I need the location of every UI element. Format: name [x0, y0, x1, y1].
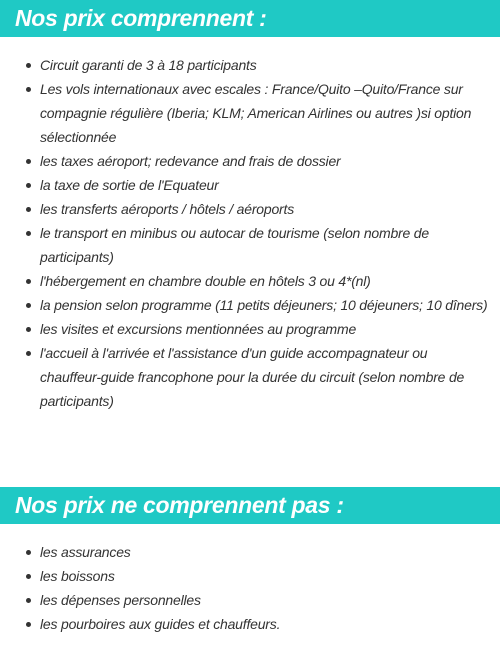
list-item — [0, 341, 500, 413]
bullet-icon — [26, 159, 31, 164]
list-item-text: les boissons — [40, 568, 115, 584]
excluded-list — [0, 540, 500, 636]
bullet-icon — [26, 207, 31, 212]
list-item — [0, 540, 500, 564]
list-item-text: la pension selon programme (11 petits déjeuners; 10 déjeuners; 10 dîners) — [40, 297, 488, 313]
list-item-text: les transferts aéroports / hôtels / aéroports — [40, 201, 295, 217]
bullet-icon — [26, 550, 31, 555]
excluded-section-title: Nos prix ne comprennent pas : — [0, 487, 500, 524]
list-item-text: l'accueil à l'arrivée et l'assistance d'un guide accompagnateur ou chauffeur-guide francophone pour la durée du circuit (selon nombre de participants) — [40, 345, 465, 409]
bullet-icon — [26, 279, 31, 284]
list-item — [0, 149, 500, 173]
list-item — [0, 317, 500, 341]
list-item-text: le transport en minibus ou autocar de tourisme (selon nombre de participants) — [40, 225, 429, 265]
list-item-text: Les vols internationaux avec escales : France/Quito –Quito/France sur compagnie régulière (Iberia; KLM; American Airlines ou autres )si option sélectionnée — [40, 81, 472, 145]
list-item — [0, 588, 500, 612]
list-item — [0, 269, 500, 293]
list-item-text: les visites et excursions mentionnées au programme — [40, 321, 357, 337]
list-item — [0, 221, 500, 269]
bullet-icon — [26, 63, 31, 68]
bullet-icon — [26, 598, 31, 603]
list-item-text: les taxes aéroport; redevance and frais de dossier — [40, 153, 341, 169]
list-item-text: les assurances — [40, 544, 131, 560]
list-item-text: la taxe de sortie de l'Equateur — [40, 177, 219, 193]
included-list — [0, 53, 500, 413]
list-item — [0, 77, 500, 149]
bullet-icon — [26, 303, 31, 308]
list-item-text: les dépenses personnelles — [40, 592, 201, 608]
list-item — [0, 612, 500, 636]
list-item — [0, 564, 500, 588]
bullet-icon — [26, 351, 31, 356]
list-item — [0, 173, 500, 197]
list-item-text: les pourboires aux guides et chauffeurs. — [40, 616, 281, 632]
bullet-icon — [26, 574, 31, 579]
list-item — [0, 197, 500, 221]
list-item-text: Circuit garanti de 3 à 18 participants — [40, 57, 257, 73]
bullet-icon — [26, 87, 31, 92]
list-item-text: l'hébergement en chambre double en hôtels 3 ou 4*(nl) — [40, 273, 371, 289]
bullet-icon — [26, 183, 31, 188]
list-item — [0, 53, 500, 77]
list-item — [0, 293, 500, 317]
bullet-icon — [26, 231, 31, 236]
bullet-icon — [26, 622, 31, 627]
bullet-icon — [26, 327, 31, 332]
included-section-title: Nos prix comprennent : — [0, 0, 500, 37]
